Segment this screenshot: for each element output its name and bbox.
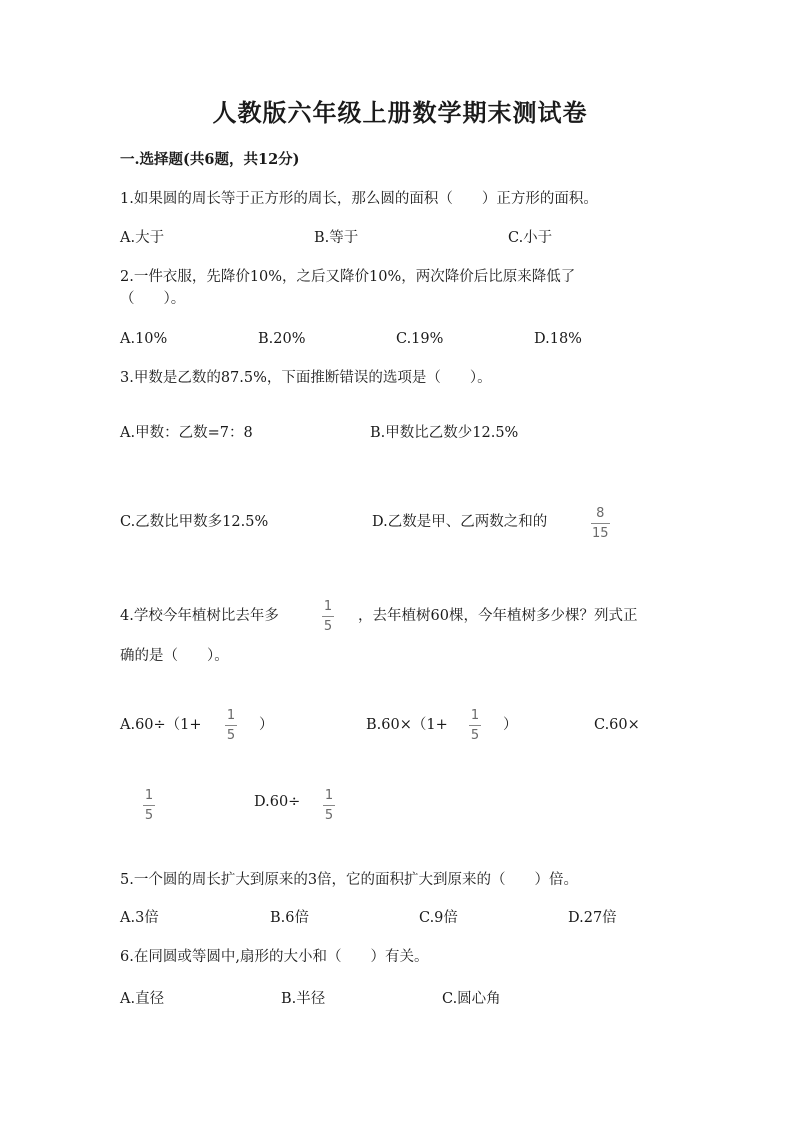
question-2-stem-line1: 2.一件衣服，先降价10%，之后又降价10%，两次降价后比原来降低了 [120,269,576,285]
q3-option-d-fraction [591,507,610,541]
fraction-numerator: 1 [323,599,333,614]
fraction-numerator: 1 [324,788,334,803]
q3-option-c[interactable]: C.乙数比甲数多12.5% [120,514,269,530]
fraction-bar [323,805,335,806]
q1-option-c[interactable]: C.小于 [508,230,553,246]
q5-option-b[interactable]: B.6倍 [270,910,309,926]
q4-option-d[interactable]: D.60÷ [254,794,301,810]
q5-option-a[interactable]: A.3倍 [120,910,159,926]
question-5-stem: 5.一个圆的周长扩大到原来的3倍，它的面积扩大到原来的（ ）倍。 [120,872,579,888]
fraction-numerator: 8 [596,506,605,521]
q2-option-c[interactable]: C.19% [396,331,444,347]
q5-option-c[interactable]: C.9倍 [419,910,458,926]
q4-option-b[interactable]: B.60×（1+ [366,717,448,733]
q2-option-a[interactable]: A.10% [120,331,168,347]
fraction-denominator: 15 [592,526,609,541]
q3-option-d[interactable]: D.乙数是甲、乙两数之和的 [372,514,548,530]
q4-option-c-fraction [143,789,155,823]
fraction-bar [143,805,155,806]
q3-option-b[interactable]: B.甲数比乙数少12.5% [370,425,519,441]
q2-option-b[interactable]: B.20% [258,331,306,347]
fraction-numerator: 1 [226,708,236,723]
fraction-bar [469,725,481,726]
fraction-bar [591,523,610,524]
question-2-stem-line2: （ ）。 [120,291,186,307]
q4-option-a-close: ） [259,717,274,733]
fraction-denominator: 5 [226,728,236,743]
question-3-stem: 3.甲数是乙数的87.5%，下面推断错误的选项是（ ）。 [120,370,492,386]
fraction-numerator: 1 [470,708,480,723]
question-4-stem-line2: 确的是（ ）。 [120,648,229,664]
q6-option-a[interactable]: A.直径 [120,991,165,1007]
q4-option-b-fraction [469,709,481,743]
q6-option-b[interactable]: B.半径 [281,991,326,1007]
fraction-denominator: 5 [470,728,480,743]
q1-option-a[interactable]: A.大于 [120,230,165,246]
question-4-stem-part2: ，去年植树60棵，今年植树多少棵？列式正 [358,608,638,624]
q4-option-c[interactable]: C.60× [594,717,640,733]
fraction-bar [225,725,237,726]
q1-option-b[interactable]: B.等于 [314,230,359,246]
q4-option-a[interactable]: A.60÷（1+ [120,717,202,733]
q5-option-d[interactable]: D.27倍 [568,910,617,926]
fraction-denominator: 5 [144,808,154,823]
q3-option-a[interactable]: A.甲数：乙数=7：8 [120,425,253,441]
q4-stem-fraction [322,600,334,634]
page-title: 人教版六年级上册数学期末测试卷 [212,98,588,127]
q2-option-d[interactable]: D.18% [534,331,582,347]
fraction-denominator: 5 [323,619,333,634]
question-6-stem: 6.在同圆或等圆中,扇形的大小和（ ）有关。 [120,949,429,965]
fraction-bar [322,616,334,617]
fraction-numerator: 1 [144,788,154,803]
question-1-stem: 1.如果圆的周长等于正方形的周长，那么圆的面积（ ）正方形的面积。 [120,191,598,207]
fraction-denominator: 5 [324,808,334,823]
q4-option-a-fraction [225,709,237,743]
section-heading: 一.选择题(共6题，共12分) [120,151,300,168]
question-4-stem-part1: 4.学校今年植树比去年多 [120,608,279,624]
q4-option-b-close: ） [503,717,518,733]
q4-option-d-fraction [323,789,335,823]
q6-option-c[interactable]: C.圆心角 [442,991,501,1007]
